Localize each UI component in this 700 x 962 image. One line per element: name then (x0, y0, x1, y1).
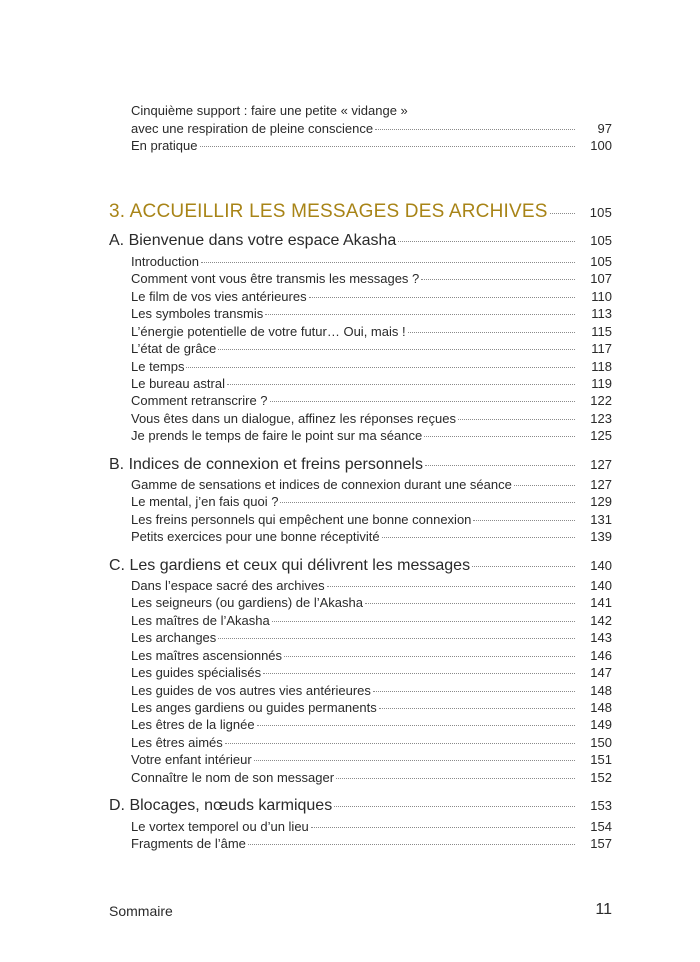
toc-entry-title: Le temps (131, 359, 185, 374)
dot-leader (425, 465, 575, 466)
toc-entry-page: 122 (590, 393, 612, 408)
toc-entry[interactable] (131, 648, 612, 663)
toc-entry-page: 105 (590, 254, 612, 269)
section-page: 105 (590, 233, 612, 248)
dot-leader (218, 349, 575, 350)
toc-entry-page: 113 (591, 306, 612, 321)
dot-leader (280, 502, 575, 503)
dot-leader (186, 367, 575, 368)
dot-leader (201, 262, 575, 263)
dot-leader (458, 419, 575, 420)
toc-entry-title: Les freins personnels qui empêchent une bonne connexion (131, 512, 472, 527)
toc-entry[interactable] (131, 512, 612, 527)
toc-entry[interactable] (131, 477, 612, 492)
dot-leader (398, 241, 575, 242)
toc-entry-page: 97 (597, 121, 612, 136)
toc-entry[interactable] (131, 836, 612, 851)
dot-leader (200, 146, 576, 147)
section-page: 127 (590, 457, 612, 472)
section-heading-b[interactable] (109, 456, 612, 474)
toc-entry[interactable] (131, 735, 612, 750)
dot-leader (272, 621, 575, 622)
toc-entry[interactable] (131, 411, 612, 426)
dot-leader (373, 691, 575, 692)
toc-entry[interactable] (131, 341, 612, 356)
toc-entry-title: Dans l’espace sacré des archives (131, 578, 325, 593)
dot-leader (311, 827, 575, 828)
toc-entry[interactable] (131, 254, 612, 269)
toc-entry[interactable] (131, 700, 612, 715)
dot-leader (248, 844, 575, 845)
toc-entry-page: 157 (590, 836, 612, 851)
section-heading-d[interactable] (109, 797, 612, 815)
dot-leader (309, 297, 575, 298)
toc-entry-page: 100 (590, 138, 612, 153)
toc-entry[interactable] (131, 271, 612, 286)
toc-entry-page: 127 (590, 477, 612, 492)
toc-entry-title: Gamme de sensations et indices de connexion durant une séance (131, 477, 512, 492)
toc-entry-page: 107 (590, 271, 612, 286)
toc-entry-page: 125 (590, 428, 612, 443)
section-heading-c[interactable] (109, 557, 612, 575)
toc-entry-title: Petits exercices pour une bonne réceptivité (131, 529, 380, 544)
toc-entry-page: 110 (591, 289, 612, 304)
toc-entry-page: 154 (590, 819, 612, 834)
toc-entry-page: 146 (590, 648, 612, 663)
toc-entry-title: Les seigneurs (ou gardiens) de l’Akasha (131, 595, 363, 610)
toc-entry-title: Les êtres de la lignée (131, 717, 255, 732)
toc-entry-title: Le bureau astral (131, 376, 225, 391)
dot-leader (225, 743, 575, 744)
toc-entry[interactable] (131, 595, 612, 610)
chapter-page: 105 (589, 205, 612, 220)
dot-leader (424, 436, 575, 437)
dot-leader (270, 401, 575, 402)
toc-entry[interactable] (131, 613, 612, 628)
dot-leader (257, 725, 575, 726)
toc-entry-page: 119 (591, 376, 612, 391)
toc-entry[interactable] (131, 665, 612, 680)
toc-entry-page: 148 (590, 683, 612, 698)
toc-entry-page: 123 (590, 411, 612, 426)
footer-title: Sommaire (109, 903, 173, 919)
toc-entry-title: Comment retranscrire ? (131, 393, 268, 408)
toc-entry[interactable] (131, 578, 612, 593)
toc-entry[interactable] (131, 376, 612, 391)
dot-leader (472, 566, 575, 567)
dot-leader (334, 806, 575, 807)
toc-entry-title: Les guides de vos autres vies antérieures (131, 683, 371, 698)
toc-entry-title: Les êtres aimés (131, 735, 223, 750)
dot-leader (265, 314, 575, 315)
toc-entry-title: Le film de vos vies antérieures (131, 289, 307, 304)
dot-leader (336, 778, 575, 779)
toc-entry[interactable] (131, 428, 612, 443)
toc-entry[interactable] (131, 494, 612, 509)
toc-entry[interactable] (131, 393, 612, 408)
toc-entry-title: Les symboles transmis (131, 306, 264, 321)
dot-leader (284, 656, 575, 657)
toc-entry[interactable] (131, 289, 612, 304)
toc-entry[interactable] (131, 306, 612, 321)
toc-entry-page: 117 (591, 341, 612, 356)
toc-entry-title: Vous êtes dans un dialogue, affinez les réponses reçues (131, 411, 456, 426)
toc-entry[interactable] (131, 819, 612, 834)
toc-entry-title: Cinquième support : faire une petite « vidange » (131, 103, 408, 118)
toc-entry-page: 129 (590, 494, 612, 509)
toc-entry-title: Les anges gardiens ou guides permanents (131, 700, 377, 715)
chapter-heading[interactable] (109, 201, 612, 223)
dot-leader (379, 708, 575, 709)
dot-leader (514, 485, 575, 486)
dot-leader (408, 332, 575, 333)
page-number: 11 (595, 901, 612, 918)
toc-entry-title: Le vortex temporel ou d’un lieu (131, 819, 309, 834)
dot-leader (550, 213, 575, 214)
toc-entry[interactable] (131, 630, 612, 645)
toc-entry-title: Votre enfant intérieur (131, 752, 252, 767)
toc-entry-page: 148 (590, 700, 612, 715)
toc-entry-page: 115 (591, 324, 612, 339)
toc-entry-title: Les guides spécialisés (131, 665, 262, 680)
section-title: B. Indices de connexion et freins personnels (109, 456, 423, 473)
toc-entry-title: L’énergie potentielle de votre futur… Oui, mais ! (131, 324, 406, 339)
toc-entry[interactable] (131, 770, 612, 785)
dot-leader (382, 537, 575, 538)
toc-entry-title: Les archanges (131, 630, 217, 645)
toc-entry-page: 149 (590, 717, 612, 732)
dot-leader (327, 586, 575, 587)
toc-entry-page: 118 (591, 359, 612, 374)
section-title: C. Les gardiens et ceux qui délivrent les messages (109, 557, 471, 574)
toc-entry[interactable] (131, 359, 612, 374)
toc-entry[interactable] (131, 121, 612, 136)
toc-entry-page: 150 (590, 735, 612, 750)
toc-entry-title: En pratique (131, 138, 198, 153)
toc-entry[interactable] (131, 683, 612, 698)
toc-entry-title: Le mental, j’en fais quoi ? (131, 494, 279, 509)
toc-entry-title: Fragments de l’âme (131, 836, 246, 851)
toc-entry-page: 131 (590, 512, 612, 527)
toc-entry-title: avec une respiration de pleine conscience (131, 121, 374, 136)
toc-entry[interactable] (131, 138, 612, 153)
toc-entry-page: 140 (590, 578, 612, 593)
toc-entry-page: 142 (590, 613, 612, 628)
toc-entry-page: 152 (590, 770, 612, 785)
toc-entry[interactable] (131, 752, 612, 767)
dot-leader (263, 673, 575, 674)
toc-entry-title: Introduction (131, 254, 199, 269)
toc-entry-page: 143 (590, 630, 612, 645)
toc-entry-page: 139 (590, 529, 612, 544)
toc-entry-title: Comment vont vous être transmis les messages ? (131, 271, 420, 286)
toc-entry-title: Les maîtres de l’Akasha (131, 613, 270, 628)
toc-entry-page: 151 (590, 752, 612, 767)
toc-entry-page: 147 (590, 665, 612, 680)
toc-entry-title: Je prends le temps de faire le point sur ma séance (131, 428, 423, 443)
section-title: D. Blocages, nœuds karmiques (109, 797, 333, 814)
dot-leader (218, 638, 575, 639)
section-page: 153 (590, 798, 612, 813)
chapter-title: 3. ACCUEILLIR LES MESSAGES DES ARCHIVES (109, 201, 548, 222)
toc-entry[interactable] (131, 324, 612, 339)
section-title: A. Bienvenue dans votre espace Akasha (109, 232, 397, 249)
dot-leader (375, 129, 575, 130)
toc-entry-page: 141 (590, 595, 612, 610)
toc-entry[interactable] (131, 717, 612, 732)
toc-entry[interactable] (131, 103, 612, 118)
dot-leader (421, 279, 575, 280)
dot-leader (365, 603, 575, 604)
dot-leader (227, 384, 575, 385)
toc-entry-title: Connaître le nom de son messager (131, 770, 335, 785)
toc-entry-title: L’état de grâce (131, 341, 217, 356)
dot-leader (254, 760, 575, 761)
dot-leader (473, 520, 575, 521)
section-heading-a[interactable] (109, 232, 612, 250)
toc-entry-title: Les maîtres ascensionnés (131, 648, 283, 663)
section-page: 140 (590, 558, 612, 573)
toc-entry[interactable] (131, 529, 612, 544)
